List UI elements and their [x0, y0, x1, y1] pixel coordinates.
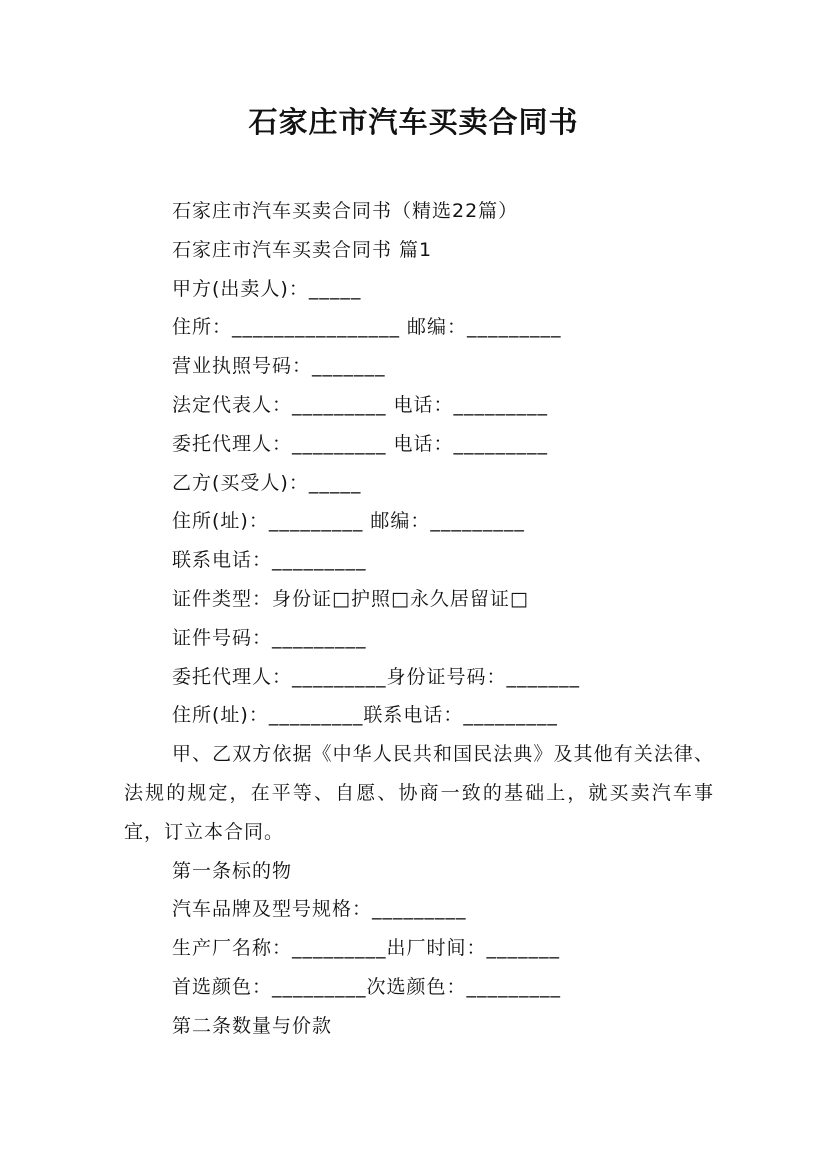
text-line: 乙方(买受人)：_____	[172, 471, 362, 494]
text-line: 石家庄市汽车买卖合同书 篇1	[172, 238, 433, 261]
text-line: 住所(址)：_________联系电话：_________	[172, 704, 558, 727]
text-line: 住所：________________ 邮编：_________	[172, 316, 562, 339]
text-line: 营业执照号码：_______	[172, 355, 386, 378]
section-heading: 第二条数量与价款	[172, 1014, 333, 1037]
text-line: 生产厂名称：_________出厂时间：_______	[172, 937, 561, 960]
text-line: 委托代理人：_________ 电话：_________	[172, 432, 549, 455]
text-line: 联系电话：_________	[172, 549, 367, 572]
section-heading: 第一条标的物	[172, 859, 293, 882]
text-line: 首选颜色：_________次选颜色：_________	[172, 975, 562, 998]
document-body	[124, 192, 714, 1046]
text-line: 汽车品牌及型号规格：_________	[172, 898, 467, 921]
body-paragraph: 甲、乙双方依据《中华人民共和国民法典》及其他有关法律、法规的规定，在平等、自愿、协商一致的基础上，就买卖汽车事宜，订立本合同。	[124, 743, 714, 843]
text-line: 石家庄市汽车买卖合同书（精选22篇）	[172, 200, 519, 222]
text-line: 法定代表人：_________ 电话：_________	[172, 393, 549, 416]
text-line: 证件号码：_________	[172, 626, 367, 649]
text-line: 甲方(出卖人)：_____	[172, 277, 362, 300]
document-title: 石家庄市汽车买卖合同书	[248, 105, 579, 139]
text-line: 住所(址)：_________ 邮编：_________	[172, 510, 525, 533]
text-line: 证件类型：身份证□护照□永久居留证□	[172, 587, 529, 610]
text-line: 委托代理人：_________身份证号码：_______	[172, 665, 581, 688]
